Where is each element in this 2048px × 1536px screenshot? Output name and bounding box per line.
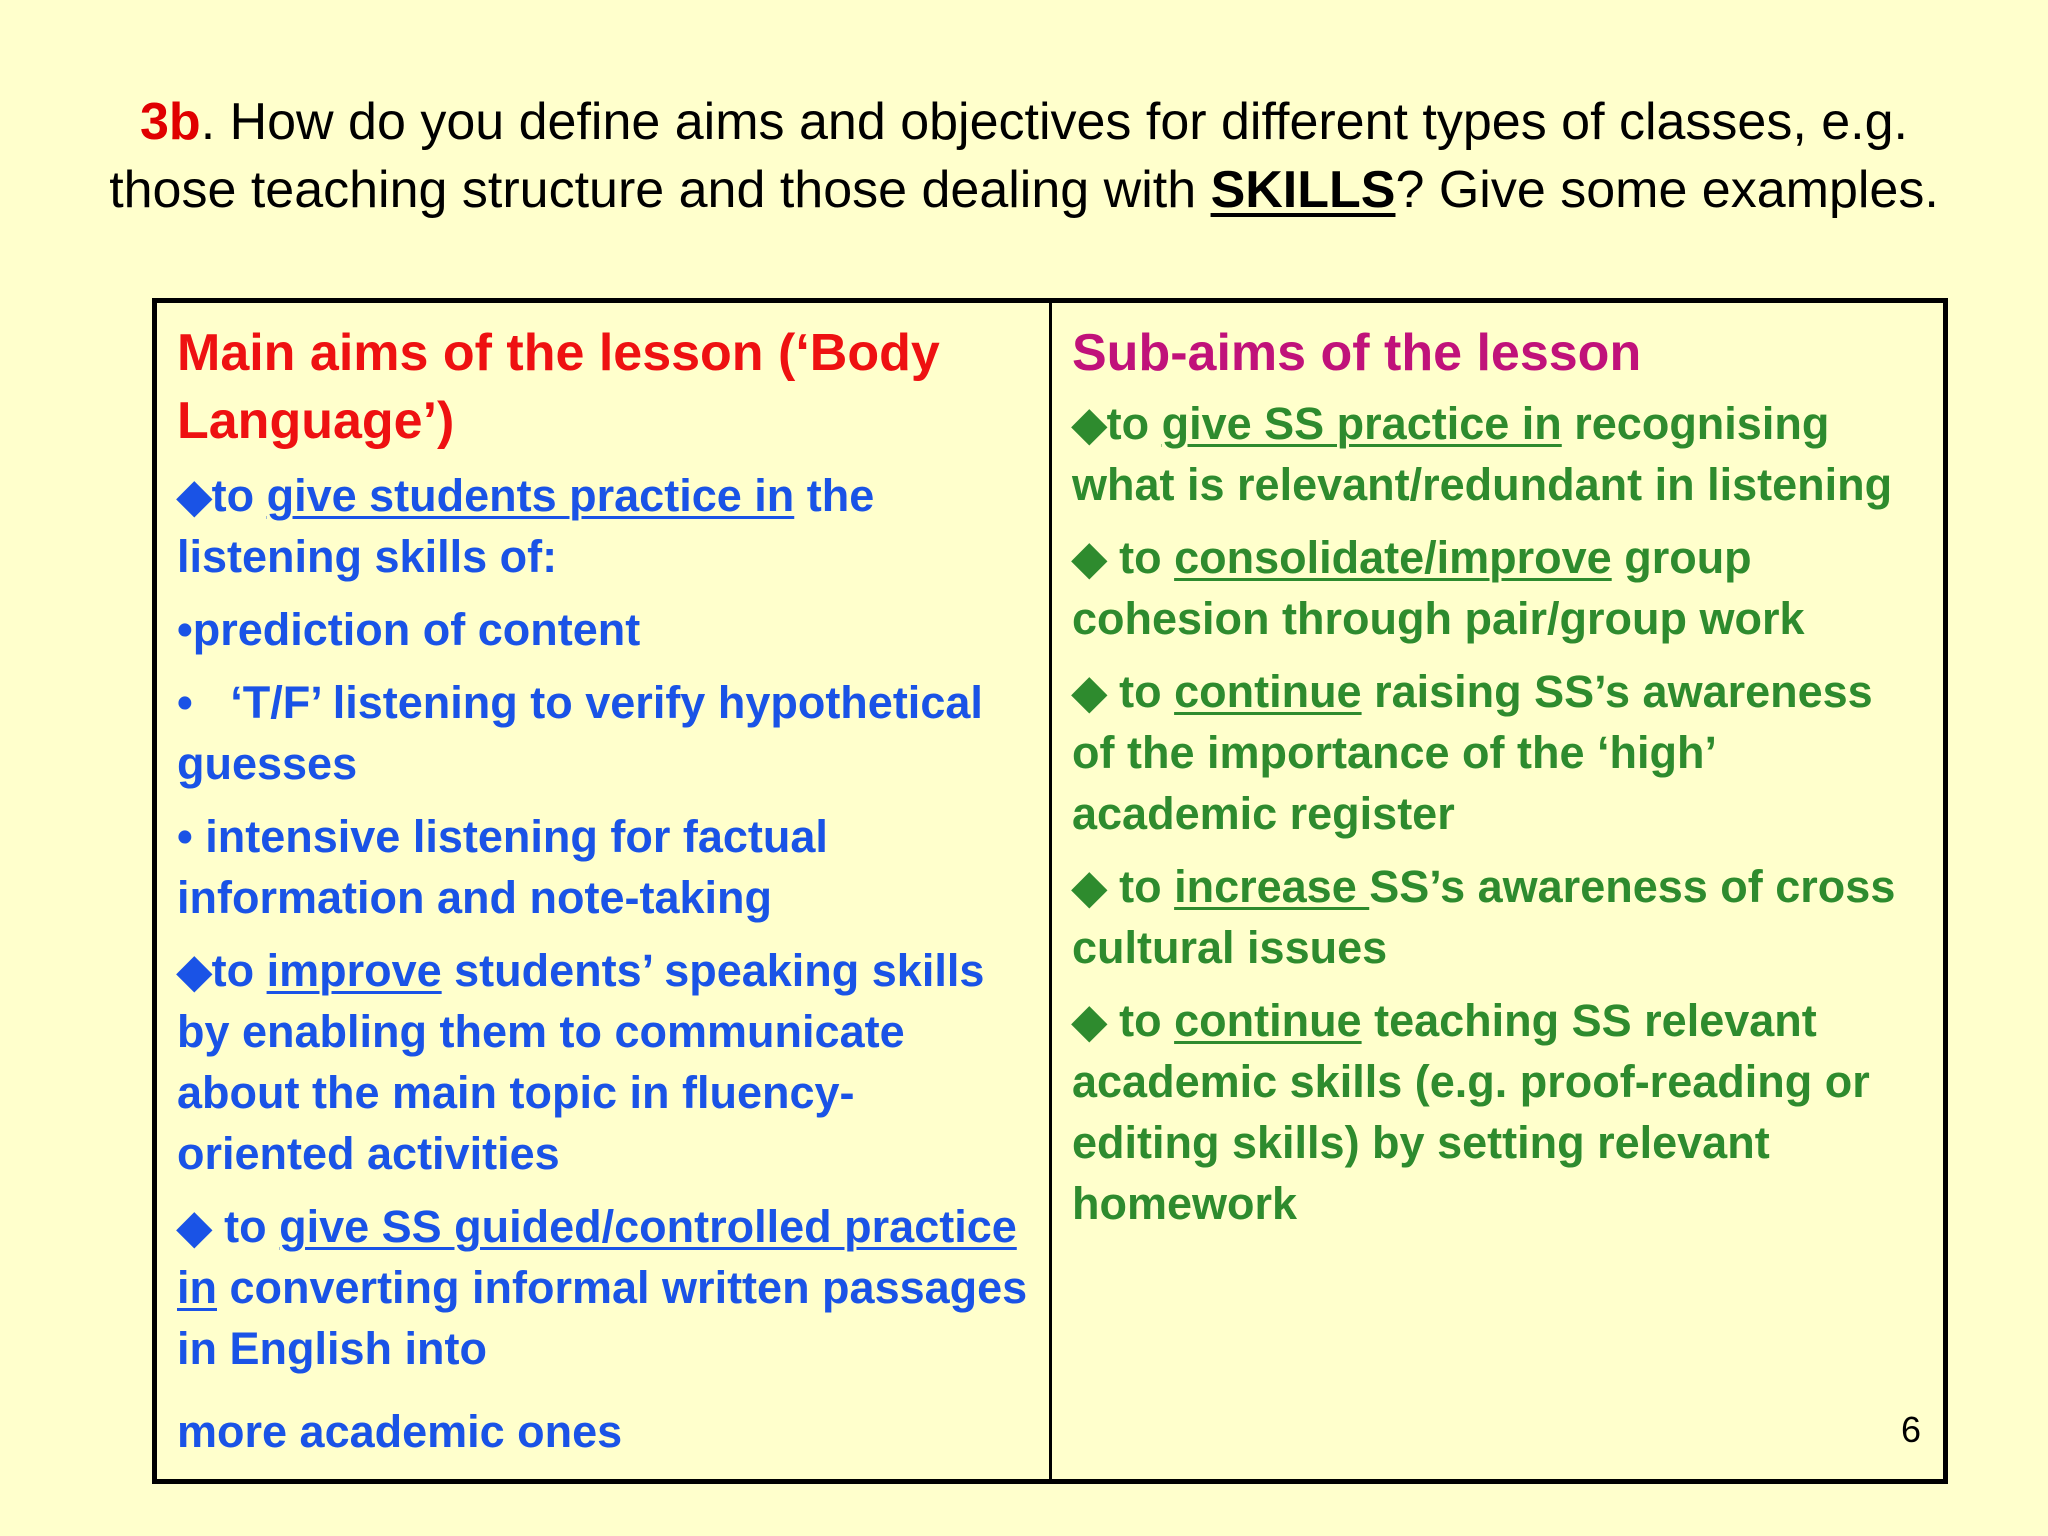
item-prefix: ◆ to: [1072, 666, 1175, 717]
item-underlined: improve: [266, 945, 442, 996]
item-prefix: ◆to: [1072, 398, 1162, 449]
item-underlined: give SS practice in: [1161, 398, 1562, 449]
main-aim-item: [177, 465, 1029, 587]
aims-table: [152, 298, 1948, 1484]
item-suffix: group cohesion through pair/group work: [1072, 532, 1805, 644]
page-number: 6: [1900, 1409, 1921, 1450]
sub-aim-item: [1072, 527, 1923, 649]
title-text-2: ? Give some examples.: [1395, 161, 1939, 219]
item-suffix: the listening skills of:: [177, 470, 875, 582]
sub-aims-heading: Sub-aims of the lesson: [1072, 324, 1642, 382]
item-prefix: • ‘T/F’ listening to verify hypothetical guesses: [177, 677, 996, 789]
item-prefix: ◆ to: [177, 1201, 280, 1252]
sub-aim-item: [1072, 856, 1923, 978]
item-suffix: recognising what is relevant/redundant in listening: [1072, 398, 1893, 510]
item-prefix: ◆ to: [1072, 861, 1175, 912]
item-underlined: consolidate/improve: [1174, 532, 1612, 583]
item-underlined: continue: [1174, 995, 1362, 1046]
item-prefix: ◆ to: [1072, 532, 1175, 583]
main-aim-item: [177, 940, 1029, 1184]
item-suffix: raising SS’s awareness of the importance of the ‘high’ academic register: [1072, 666, 1873, 839]
item-prefix: • intensive listening for factual information and note-taking: [177, 811, 828, 923]
question-number: 3b: [140, 93, 201, 151]
item-suffix: converting informal written passages in English into: [177, 1262, 1028, 1374]
item-prefix: ◆to: [177, 470, 267, 521]
item-underlined: increase: [1174, 861, 1370, 912]
item-suffix: students’ speaking skills by enabling them to communicate about the main topic in fluency-oriented activities: [177, 945, 985, 1179]
main-aim-item: [177, 672, 1029, 794]
main-aims-heading: Main aims of the lesson (‘Body Language’): [177, 324, 940, 450]
sub-aim-item: [1072, 990, 1923, 1234]
item-underlined: continue: [1174, 666, 1362, 717]
item-prefix: ◆to: [177, 945, 267, 996]
main-aim-item: [177, 806, 1029, 928]
sub-aim-item: [1072, 661, 1923, 844]
main-aim-item: [177, 1401, 1029, 1462]
slide-title: [100, 88, 1948, 224]
main-aims-column: [157, 303, 1052, 1479]
item-prefix: more academic ones: [177, 1406, 623, 1457]
sub-aim-item: [1072, 393, 1923, 515]
item-underlined: give SS guided/controlled practice in: [177, 1201, 1017, 1313]
item-prefix: •prediction of content: [177, 604, 641, 655]
main-aim-item: [177, 599, 1029, 660]
main-aim-item: [177, 1196, 1029, 1379]
sub-aims-column: [1052, 303, 1943, 1479]
item-underlined: give students practice in: [266, 470, 795, 521]
title-text-1: . How do you define aims and objectives for different types of classes, e.g. those teaching structure and those dealing with: [109, 93, 1908, 219]
item-suffix: teaching SS relevant academic skills (e.g. proof-reading or editing skills) by setting relevant homework: [1072, 995, 1870, 1229]
item-suffix: SS’s awareness of cross cultural issues: [1072, 861, 1896, 973]
item-prefix: ◆ to: [1072, 995, 1175, 1046]
title-skills: SKILLS: [1210, 161, 1396, 219]
